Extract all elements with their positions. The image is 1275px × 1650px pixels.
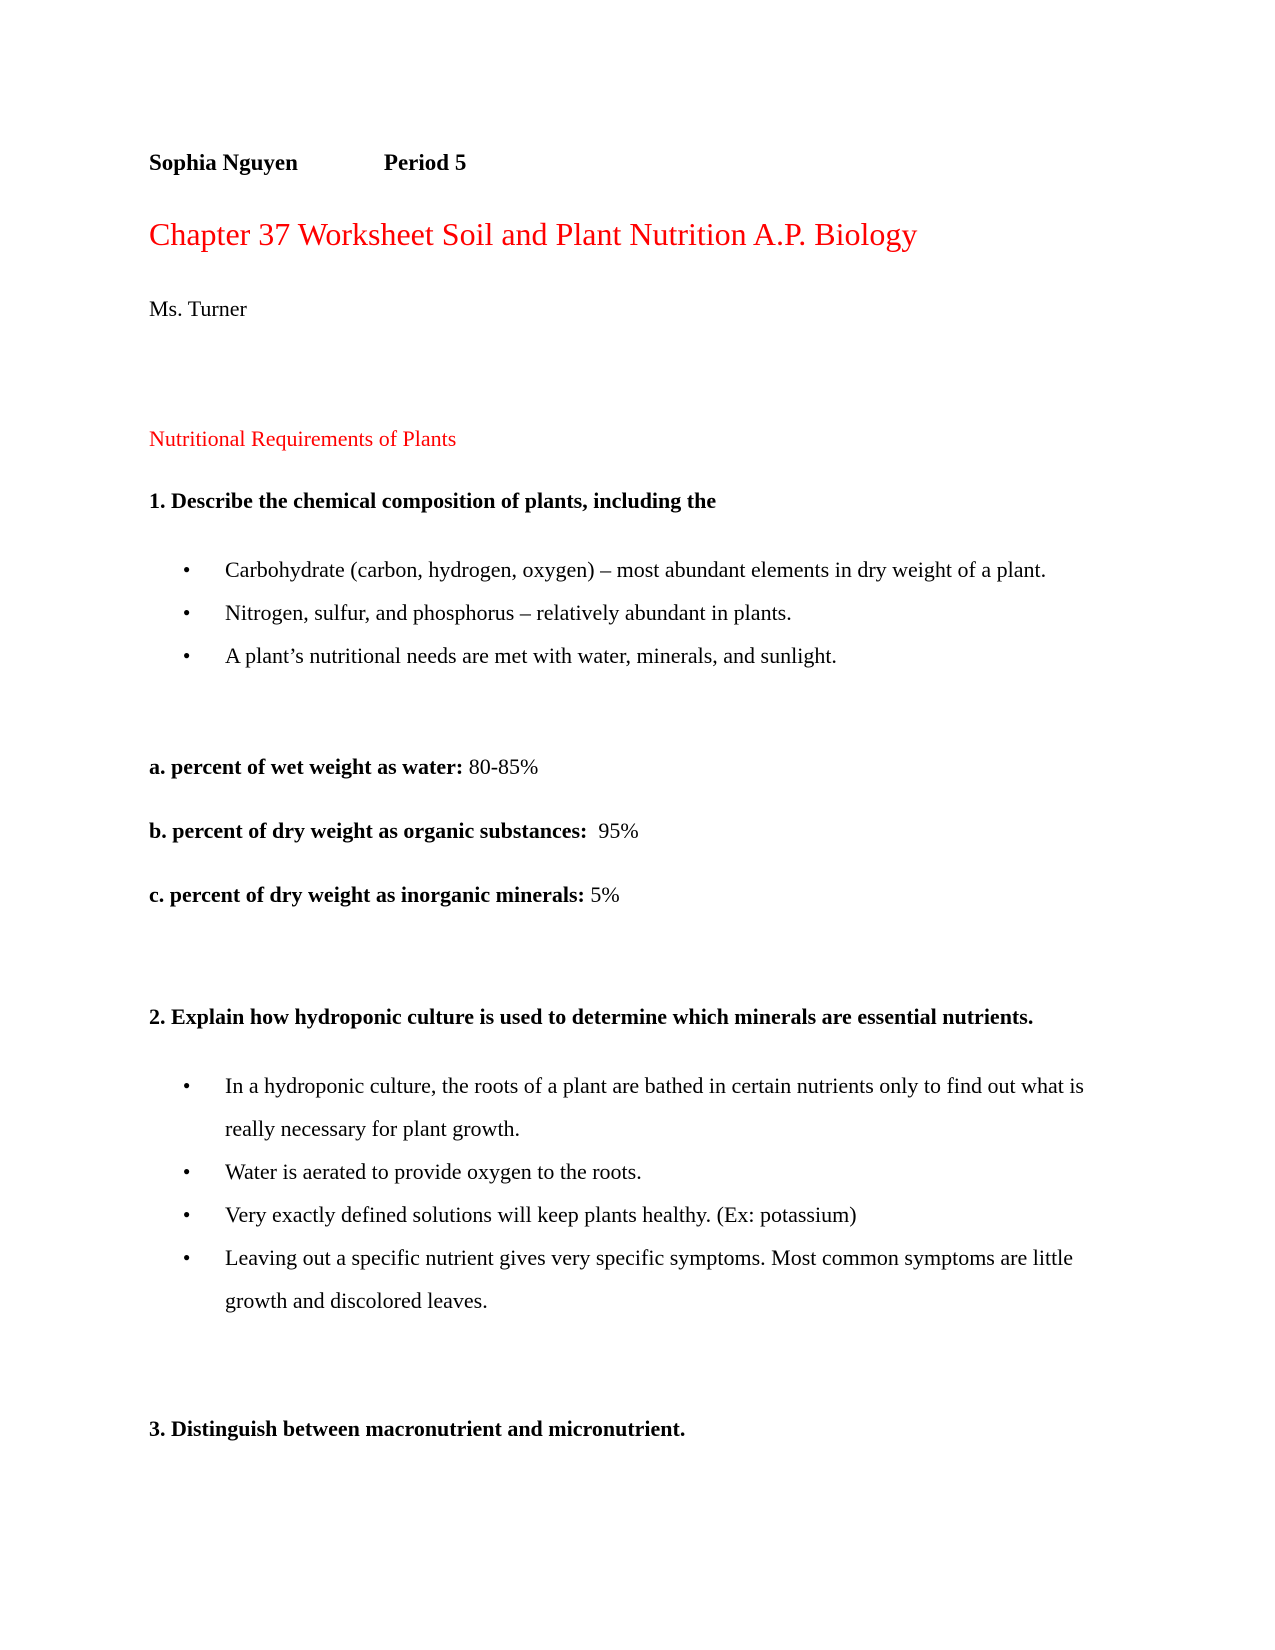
question-1-prompt: 1. Describe the chemical composition of plants, including the <box>149 488 717 513</box>
answer-label: a. percent of wet weight as water: <box>149 754 464 779</box>
answer-value: 5% <box>584 882 620 907</box>
list-item: ● A plant’s nutritional needs are met with water, minerals, and sunlight. <box>183 634 1113 677</box>
answer-value: 80-85% <box>463 754 539 779</box>
answer-value: 95% <box>587 818 639 843</box>
answer-label: c. percent of dry weight as inorganic minerals: <box>149 882 585 907</box>
teacher-name: Ms. Turner <box>149 296 247 321</box>
answer-line-c <box>149 882 620 908</box>
question-2-prompt: 2. Explain how hydroponic culture is used to determine which minerals are essential nutrients. <box>149 1004 1034 1029</box>
student-name: Sophia Nguyen <box>149 150 298 175</box>
class-period: Period 5 <box>383 150 467 175</box>
answer-line-b <box>149 818 639 844</box>
question-3-prompt: 3. Distinguish between macronutrient and micronutrient. <box>149 1416 686 1441</box>
list-item: ● Water is aerated to provide oxygen to the roots. <box>183 1150 1113 1193</box>
answer-label: b. percent of dry weight as organic substances: <box>149 818 588 843</box>
worksheet-title: Chapter 37 Worksheet Soil and Plant Nutrition A.P. Biology <box>149 216 918 252</box>
list-item: ● In a hydroponic culture, the roots of a plant are bathed in certain nutrients only to find out what is really necessary for plant growth. <box>183 1064 1113 1150</box>
question-2-bullet-list <box>183 1064 1113 1322</box>
list-item: ● Nitrogen, sulfur, and phosphorus – relatively abundant in plants. <box>183 591 1113 634</box>
list-item: ● Very exactly defined solutions will keep plants healthy. (Ex: potassium) <box>183 1193 1113 1236</box>
answer-line-a <box>149 754 538 780</box>
question-1-bullet-list <box>183 548 1113 677</box>
list-item: ● Leaving out a specific nutrient gives very specific symptoms. Most common symptoms are little growth and discolored leaves. <box>183 1236 1113 1322</box>
list-item: ● Carbohydrate (carbon, hydrogen, oxygen) – most abundant elements in dry weight of a plant. <box>183 548 1113 591</box>
header-line <box>149 150 466 176</box>
section-heading: Nutritional Requirements of Plants <box>149 426 457 451</box>
